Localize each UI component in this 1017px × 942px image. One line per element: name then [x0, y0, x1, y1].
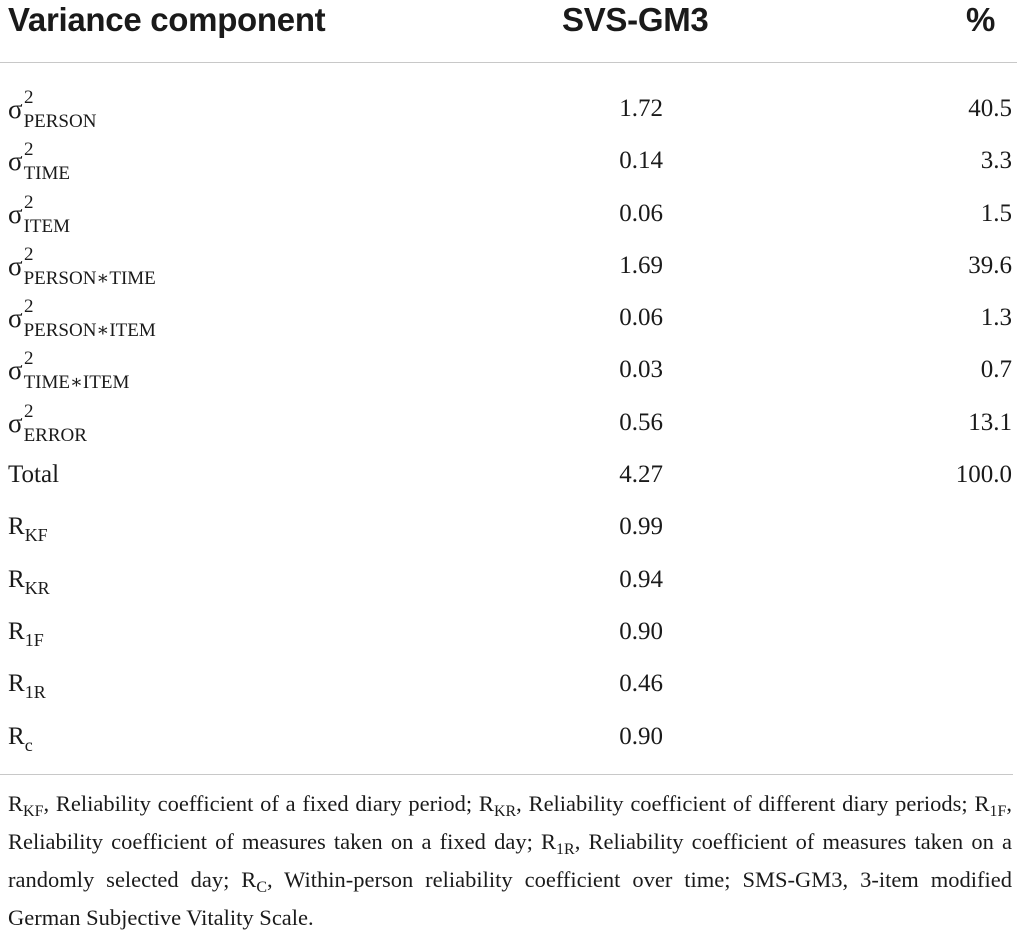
sigma-subscript: PERSON∗ITEM: [23, 320, 156, 342]
table-row: [0, 296, 1017, 352]
svs-value: 0.14: [619, 147, 663, 175]
footnote-r-subscript: 1F: [989, 803, 1007, 820]
table-row: [0, 191, 1017, 248]
percent-value: 3.3: [980, 147, 1012, 175]
footnote-definition: , Reliability coefficient of measures taken on a randomly selected day;: [8, 829, 1013, 892]
footnote-r-base: R: [478, 791, 494, 816]
r-base: R: [8, 722, 25, 750]
header-svs-gm3: SVS-GM3: [562, 1, 709, 38]
r-subscript: 1F: [24, 629, 44, 650]
table-row: [0, 562, 1017, 614]
footnote-definition: , Reliability coefficient of measures taken on a fixed day;: [8, 791, 1012, 854]
table-row: [0, 457, 1017, 509]
sigma-subscript: ITEM: [23, 215, 70, 237]
sigma-power: 2: [24, 400, 34, 422]
table-row: [0, 509, 1017, 561]
footnote-r-base: R: [541, 829, 557, 854]
sigma-power: 2: [24, 191, 34, 213]
r-base: R: [8, 670, 25, 698]
footnote-r-base: R: [241, 867, 257, 892]
percent-value: 100.0: [955, 461, 1012, 489]
sigma-glyph: σ: [8, 94, 23, 124]
table-footnote: [8, 786, 1012, 935]
table-body: [0, 63, 1017, 771]
sigma-glyph: σ: [8, 355, 23, 386]
table-row: [0, 139, 1017, 195]
svs-value: 0.46: [619, 670, 663, 698]
footnote-divider: [0, 774, 1013, 775]
svs-value: 0.56: [619, 408, 663, 436]
r-subscript: c: [24, 734, 33, 755]
table-row: [0, 87, 1017, 143]
footnote-definition: , Reliability coefficient of a fixed diary period;: [43, 791, 479, 816]
footnote-r-subscript: KF: [23, 803, 44, 820]
footnote-definition: , Reliability coefficient of different diary periods;: [516, 791, 975, 816]
percent-value: 13.1: [968, 408, 1012, 436]
sigma-subscript: TIME∗ITEM: [23, 372, 130, 394]
sigma-subscript: PERSON∗TIME: [23, 267, 156, 289]
sigma-power: 2: [24, 139, 34, 161]
header-percent: %: [966, 1, 996, 38]
svs-value: 1.69: [619, 251, 663, 279]
svs-value: 1.72: [619, 95, 663, 122]
sigma-glyph: σ: [8, 407, 23, 438]
header-variance-component: Variance component: [8, 1, 326, 38]
footnote-r-subscript: 1R: [556, 841, 575, 858]
svs-value: 0.94: [619, 565, 663, 593]
percent-value: 1.5: [980, 199, 1012, 227]
sigma-power: 2: [24, 348, 34, 370]
r-base: R: [8, 617, 25, 645]
footnote-r-subscript: KR: [493, 803, 517, 820]
table-row: [0, 614, 1017, 666]
r-base: R: [8, 565, 25, 593]
svs-value: 0.03: [619, 356, 663, 384]
svs-value: 0.99: [619, 513, 663, 541]
r-subscript: 1R: [24, 682, 46, 703]
footnote-r-base: R: [8, 791, 24, 816]
r-base: R: [8, 513, 25, 541]
sigma-power: 2: [24, 87, 34, 108]
footnote-tail: SMS-GM3, 3-item modified German Subjective Vitality Scale.: [8, 867, 1012, 930]
footnote-definition: , Within-person reliability coefficient over time;: [266, 867, 743, 892]
table-row: [0, 400, 1017, 457]
sigma-power: 2: [24, 243, 34, 265]
svs-value: 0.90: [619, 722, 663, 750]
table-header: [0, 0, 1017, 63]
sigma-power: 2: [24, 296, 34, 318]
r-subscript: KF: [24, 525, 48, 546]
svs-value: 0.90: [619, 617, 663, 645]
sigma-glyph: σ: [8, 198, 23, 229]
sigma-glyph: σ: [8, 303, 23, 334]
table-row: [0, 719, 1017, 771]
sigma-subscript: PERSON: [23, 111, 97, 132]
svs-value: 0.06: [619, 199, 663, 227]
svs-value: 0.06: [619, 304, 663, 332]
table-row: [0, 243, 1017, 300]
percent-value: 39.6: [968, 251, 1012, 279]
footnote-r-subscript: C: [256, 879, 267, 896]
percent-value: 1.3: [980, 304, 1012, 332]
table-row: [0, 666, 1017, 718]
sigma-glyph: σ: [8, 250, 23, 281]
footnote-r-base: R: [974, 791, 990, 816]
percent-value: 40.5: [968, 95, 1012, 122]
r-subscript: KR: [24, 577, 50, 598]
svs-value: 4.27: [619, 461, 663, 489]
sigma-subscript: TIME: [23, 163, 70, 185]
row-label-text: Total: [8, 461, 60, 489]
percent-value: 0.7: [980, 356, 1012, 384]
table-row: [0, 348, 1017, 404]
sigma-glyph: σ: [8, 146, 23, 177]
sigma-subscript: ERROR: [23, 424, 87, 446]
